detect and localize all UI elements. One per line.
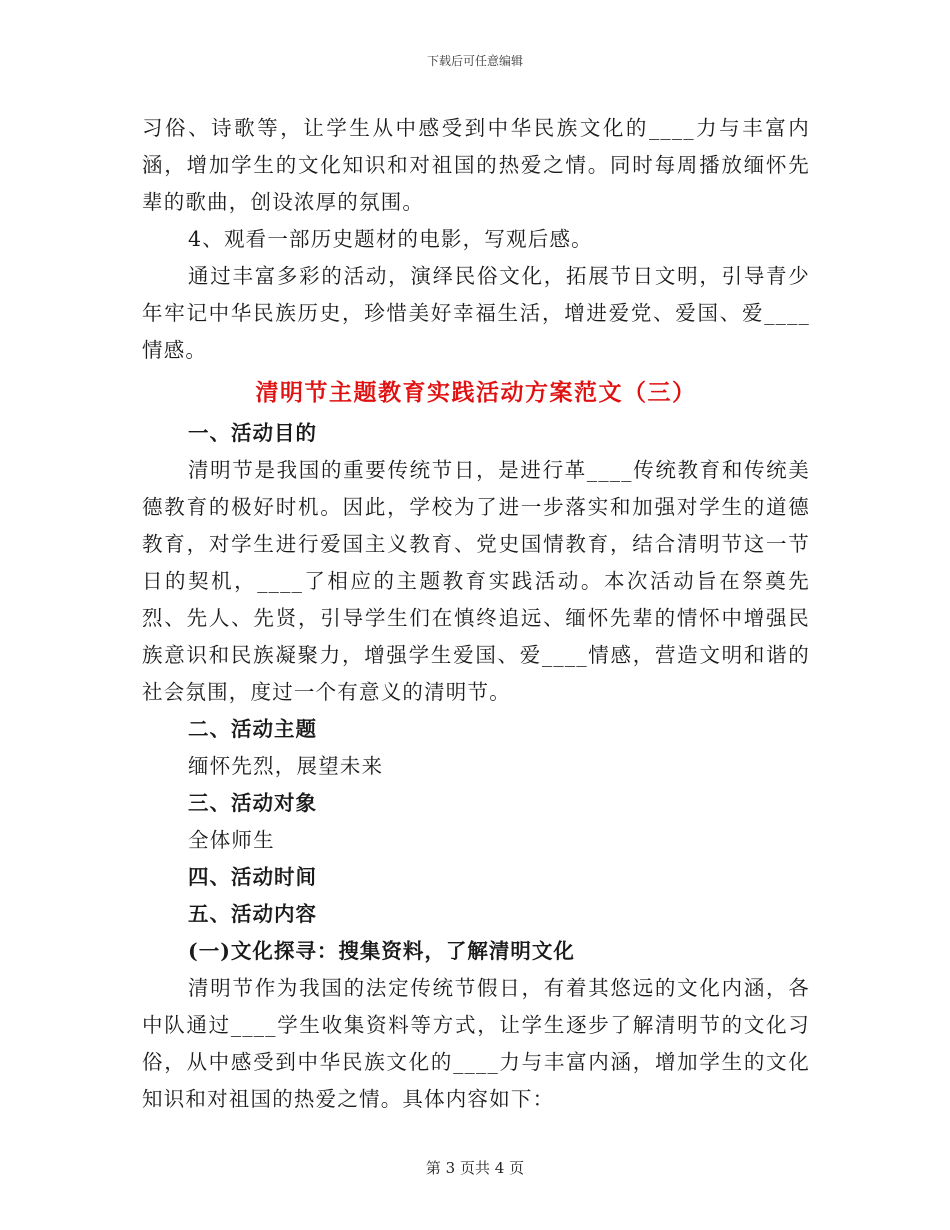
heading-content: 五、活动内容 [188, 902, 317, 926]
target-text: 全体师生 [188, 828, 275, 852]
paragraph-culture: 清明节作为我国的法定传统节假日，有着其悠远的文化内涵，各中队通过____学生收集资料等方式，让学生逐步了解清明节的文化习俗，从中感受到中华民族文化的____力与丰富内涵，增加学生的文化知识和对祖国的热爱之情。具体内容如下： [142, 976, 810, 1111]
paragraph-continued: 习俗、诗歌等，让学生从中感受到中华民族文化的____力与丰富内涵，增加学生的文化知识和对祖国的热爱之情。同时每周播放缅怀先辈的歌曲，创设浓厚的氛围。 [142, 116, 810, 214]
heading-target: 三、活动对象 [188, 791, 317, 815]
paragraph-summary: 通过丰富多彩的活动，演绎民俗文化，拓展节日文明，引导青少年牢记中华民族历史，珍惜美好幸福生活，增进爱党、爱国、爱____情感。 [142, 264, 810, 362]
heading-subsection-1: (一)文化探寻：搜集资料，了解清明文化 [188, 939, 575, 963]
paragraph-purpose: 清明节是我国的重要传统节日，是进行革____传统教育和传统美德教育的极好时机。因此，学校为了进一步落实和加强对学生的道德教育，对学生进行爱国主义教育、党史国情教育，结合清明节这一节日的契机，____了相应的主题教育实践活动。本次活动旨在祭奠先烈、先人、先贤，引导学生们在慎终追远、缅怀先辈的情怀中增强民族意识和民族凝聚力，增强学生爱国、爱____情感，营造文明和谐的社会氛围，度过一个有意义的清明节。 [142, 458, 810, 704]
list-item-4: 4、观看一部历史题材的电影，写观后感。 [188, 227, 593, 251]
page-header: 下载后可任意编辑 [426, 54, 523, 68]
section-title: 清明节主题教育实践活动方案范文（三） [255, 379, 697, 406]
document-body [142, 110, 810, 1118]
theme-text: 缅怀先烈，展望未来 [188, 754, 384, 778]
page-footer: 第 3 页共 4 页 [425, 1159, 525, 1177]
heading-purpose: 一、活动目的 [188, 421, 317, 445]
heading-time: 四、活动时间 [188, 865, 317, 889]
heading-theme: 二、活动主题 [188, 717, 317, 741]
